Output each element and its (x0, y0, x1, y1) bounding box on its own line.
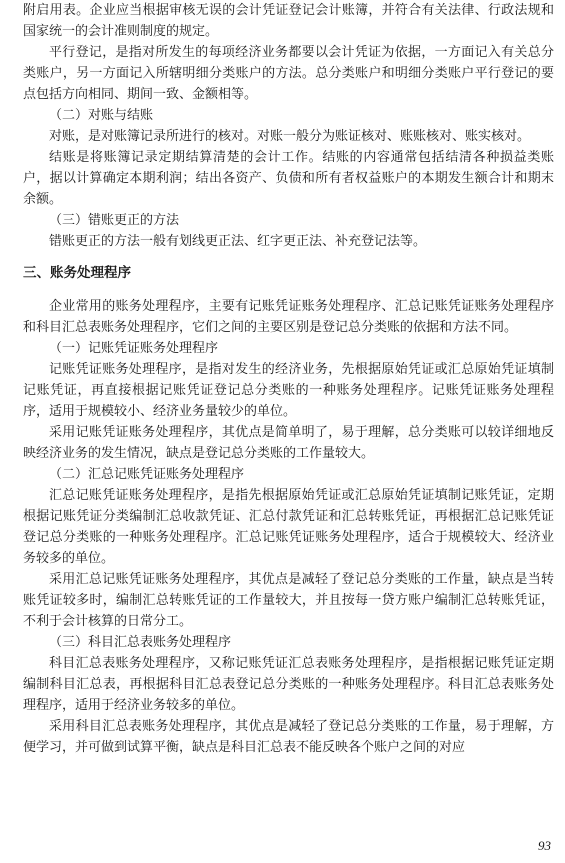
paragraph: 采用汇总记账凭证账务处理程序，其优点是减轻了登记总分类账的工作量，缺点是当转账凭证较多时，编制汇总转账凭证的工作量较大，并且按每一贷方账户编制汇总转账凭证，不利于会计核算的日常分工。 (23, 572, 554, 629)
paragraph: 对账，是对账簿记录所进行的核对。对账一般分为账证核对、账账核对、账实核对。 (49, 129, 531, 144)
subheading: （二）汇总记账凭证账务处理程序 (49, 467, 245, 482)
paragraph: 企业常用的账务处理程序，主要有记账凭证账务处理程序、汇总记账凭证账务处理程序和科目汇总表账务处理程序，它们之间的主要区别是登记总分类账的依据和方法不同。 (23, 299, 554, 335)
subheading: （三）错账更正的方法 (49, 213, 180, 228)
paragraph: 错账更正的方法一般有划线更正法、红字更正法、补充登记法等。 (49, 234, 427, 249)
paragraph: 汇总记账凭证账务处理程序，是指先根据原始凭证或汇总原始凭证填制记账凭证，定期根据记账凭证分类编制汇总收款凭证、汇总付款凭证和汇总转账凭证，再根据汇总记账凭证登记总分类账的一种账务处理程序。汇总记账凭证账务处理程序，适合于规模较大、经济业务较多的单位。 (23, 488, 554, 566)
subheading: （二）对账与结账 (49, 108, 154, 123)
section-heading: 三、账务处理程序 (23, 265, 131, 281)
paragraph: 科目汇总表账务处理程序，又称记账凭证汇总表账务处理程序，是指根据记账凭证定期编制科目汇总表，再根据科目汇总表登记总分类账的一种账务处理程序。科目汇总表账务处理程序，适用于经济业务较多的单位。 (23, 656, 554, 713)
paragraph: 平行登记，是指对所发生的每项经济业务都要以会计凭证为依据，一方面记入有关总分类账户，另一方面记入所辖明细分类账户的方法。总分类账户和明细分类账户平行登记的要点包括方向相同、期间一致、金额相等。 (23, 45, 554, 102)
body-text (23, 0, 554, 758)
paragraph: 采用记账凭证账务处理程序，其优点是简单明了，易于理解，总分类账可以较详细地反映经济业务的发生情况，缺点是登记总分类账的工作量较大。 (23, 425, 554, 461)
paragraph: 结账是将账簿记录定期结算清楚的会计工作。结账的内容通常包括结清各种损益类账户，据以计算确定本期利润；结出各资产、负债和所有者权益账户的本期发生额合计和期末余额。 (23, 150, 554, 207)
paragraph: 记账凭证账务处理程序，是指对发生的经济业务，先根据原始凭证或汇总原始凭证填制记账凭证，再直接根据记账凭证登记总分类账的一种账务处理程序。记账凭证账务处理程序，适用于规模较小、经济业务量较少的单位。 (23, 362, 554, 419)
subheading: （三）科目汇总表账务处理程序 (49, 635, 232, 650)
paragraph: 附启用表。企业应当根据审核无误的会计凭证登记会计账簿，并符合有关法律、行政法规和国家统一的会计准则制度的规定。 (23, 3, 554, 39)
page-number: 93 (538, 838, 551, 853)
subheading: （一）记账凭证账务处理程序 (49, 341, 219, 356)
paragraph: 采用科目汇总表账务处理程序，其优点是减轻了登记总分类账的工作量，易于理解，方便学习，并可做到试算平衡，缺点是科目汇总表不能反映各个账户之间的对应 (23, 719, 554, 755)
